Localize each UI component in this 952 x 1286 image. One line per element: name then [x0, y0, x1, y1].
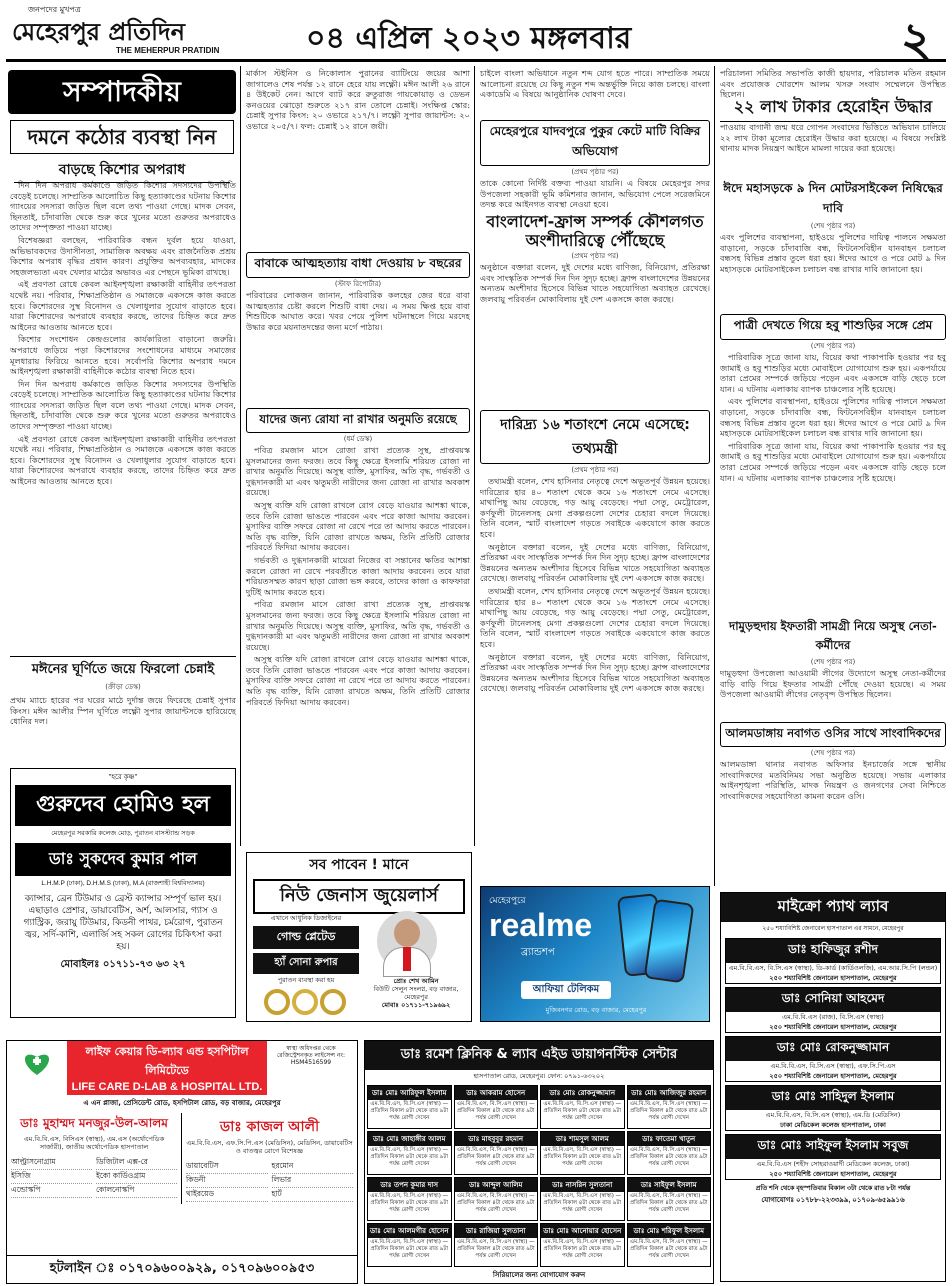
ramesh-doctor-card — [367, 1177, 452, 1221]
fasting-byline: (ধর্ম ডেস্ক) — [343, 435, 373, 443]
jewellery-image — [253, 986, 359, 1016]
soil-body: তাকে কোনো নির্দিষ্ট বক্তব্য পাওয়া যায়নি। এ বিষয়ে মেহেরপুর সদর উপজেলা সহকারী ভূমি কমিশনার জানান, অভিযোগ পেলে সরেজমিনে তদন্ত করে আইনগত ব্যবস্থা নেওয়া হবে। — [480, 178, 710, 210]
micropath-doctor-info: এম.বি.বি.এস (শহীদ সোহরাওয়ার্দী মেডিকেল কলেজ, ঢাকা) — [756, 1160, 910, 1168]
ramesh-doctor-name: ডাঃ নাসরিন সুলতানা — [541, 1178, 624, 1192]
ramesh-doctor-card — [367, 1085, 452, 1129]
ramesh-doctor-name: ডাঃ ফাতেমা খাতুন — [628, 1132, 711, 1146]
poverty-headline: দারিদ্র্য ১৬ শতাংশে নেমে এসেছে: তথ্যমন্ত্রী — [480, 410, 710, 464]
micropath-doctor-name: ডাঃ হাফিজুর রশীদ — [726, 939, 940, 963]
lifecare-ad — [6, 1040, 358, 1284]
micropath-doctor-name: ডাঃ সোনিয়া আহমেদ — [726, 988, 940, 1012]
ramesh-doctor-info: এম.বি.বি.এস, বি.সি.এস (স্বাস্থ্য) — প্রতিদিন বিকাল ৪টা থেকে রাত ৯টা পর্যন্ত রোগী দেখেন — [370, 1193, 449, 1213]
france-body: অনুষ্ঠানে বক্তারা বলেন, দুই দেশের মধ্যে বাণিজ্য, বিনিয়োগ, প্রতিরক্ষা এবং সাংস্কৃতিক সম্পর্ক দিন দিন সুদৃঢ় হচ্ছে। ফ্রান্স বাংলাদেশের উন্নয়নের অন্যতম অংশীদার হিসেবে বিভিন্ন খাতে সহযোগিতা অব্যাহত রেখেছে। জলবায়ু পরিবর্তন মোকাবিলায় দুই দেশ একসঙ্গে কাজ করছে। — [480, 262, 710, 304]
lifecare-service-item: থাইরয়েড — [186, 1189, 268, 1202]
homeo-slogan: "হরে কৃষ্ণ" — [108, 774, 138, 781]
micropath-doctor-info: এম.বি.বি.এস, বি.সি.এস (স্বাস্থ্য), এফ.সি.পি.এস — [770, 1062, 896, 1070]
ramesh-doctor-card — [367, 1223, 452, 1267]
jewellers-item: এখানে আধুনিক ডিজাইনের — [270, 915, 342, 922]
editorial-title: দমনে কঠোর ব্যবস্থা নিন — [10, 120, 234, 154]
lifecare-service-item: লিভার — [272, 1175, 354, 1188]
homeo-hall-ad — [10, 768, 236, 1018]
ramesh-doctor-name: ডাঃ মোঃ আনোয়ার হোসেন — [541, 1224, 624, 1238]
micropath-sub: ২৫০ শয্যাবিশিষ্ট জেনারেল হাসপাতাল এর সামনে, মেহেরপুর — [762, 926, 904, 932]
child-death-story — [246, 252, 470, 402]
jewellers-name: নিউ জেনাস জুয়েলার্স — [253, 879, 465, 914]
jewellers-address: বিউটি সেলুন সংলগ্ন, বড় বাজার, মেহেরপুর — [373, 985, 459, 1001]
ramesh-doctor-card — [627, 1223, 712, 1267]
fasting-paragraph: পবিত্র রমজান মাসে রোজা রাখা প্রত্যেক সুস্থ, প্রাপ্তবয়স্ক মুসলমানের জন্য ফরজ। তবে কিছু ক্ষেত্রে ইসলামি শরিয়ত রোজা না রাখার অনুমতি দিয়েছে। অসুস্থ ব্যক্তি, মুসাফির, অতি বৃদ্ধ, গর্ভবতী ও দুগ্ধদানকারী মা এবং ঋতুমতী নারীদের জন্য রোজা না রাখার অবকাশ রয়েছে। — [246, 599, 470, 652]
micropath-doctor-card — [725, 1134, 941, 1180]
motorcycle-headline: ঈদে মহাসড়কে ৯ দিন মোটরসাইকেল নিষিদ্ধের দাবি — [723, 181, 943, 215]
column-divider — [474, 66, 475, 846]
ramesh-doctor-name: ডাঃ তপন কুমার দাস — [368, 1178, 451, 1192]
tagline: জনপদের মুখপত্র — [28, 5, 81, 14]
homeo-doctor: ডাঃ সুকদেব কুমার পাল — [15, 843, 231, 876]
realme-shop: আফিয়া টেলিকম — [521, 981, 611, 999]
lifecare-name-bn: লাইফ কেয়ার ডি-ল্যাব এন্ড হসপিটাল লিমিটেডে — [67, 1041, 267, 1081]
lifecare-service-item: ইসিজি — [11, 1171, 92, 1184]
mother-in-law-paragraph: পারিবারিক সূত্রে জানা যায়, বিয়ের কথা পাকাপাকি হওয়ার পর হবু জামাই ও হবু শাশুড়ির মধ্যে মোবাইলে যোগাযোগ শুরু হয়। একপর্যায়ে তারা প্রেমের সম্পর্কে জড়িয়ে পড়েন এবং একসঙ্গে বাড়ি ছেড়ে চলে যান। এ ঘটনায় এলাকায় ব্যাপক চাঞ্চল্যের সৃষ্টি হয়েছে। — [720, 352, 946, 394]
micropath-doctor-list — [721, 938, 945, 1180]
homeo-degree: L.H.M.P (ঢাকা), D.H.M.S (ঢাকা), M.A (রাজশাহী বিশ্ববিদ্যালয়) — [41, 880, 205, 887]
lifecare-address: এ এন প্লাজা, প্রেসিডেন্ট রোড, হসপিটাল রোড, বড় বাজার, মেহেরপুর — [83, 1099, 281, 1107]
micropath-lab-ad — [720, 892, 946, 1282]
ramesh-doctor-card — [454, 1085, 539, 1129]
child-death-byline: (স্টাফ রিপোর্টার) — [334, 280, 382, 288]
ramesh-doctor-grid — [365, 1083, 713, 1269]
realme-top: মেহেরপুরে — [489, 896, 526, 906]
ramesh-doctor-info: এম.বি.বি.এস, বি.সি.এস (স্বাস্থ্য) — প্রতিদিন বিকাল ৪টা থেকে রাত ৯টা পর্যন্ত রোগী দেখেন — [629, 1239, 708, 1259]
editorial-banner: সম্পাদকীয় — [8, 70, 236, 114]
ramesh-doctor-info: এম.বি.বি.এস, বি.সি.এস (স্বাস্থ্য) — প্রতিদিন বিকাল ৪টা থেকে রাত ৯টা পর্যন্ত রোগী দেখেন — [456, 1239, 535, 1259]
jewellers-item: পুরাতন ব্যবস্থা করা হয় — [277, 977, 335, 984]
lifecare-service-item: ডিজিটাল এক্স-রে — [96, 1157, 177, 1170]
ramesh-doctor-info: এম.বি.বি.এস, বি.সি.এস (স্বাস্থ্য) — প্রতিদিন বিকাল ৪টা থেকে রাত ৯টা পর্যন্ত রোগী দেখেন — [456, 1147, 535, 1167]
chennai-body: প্রথম ম্যাচে হারের পর ঘরের মাঠে দুর্দান্ত জয়ে ফিরেছে চেন্নাই সুপার কিংস। মঈন আলীর স্পিন ঘূর্ণিতে লক্ষ্ণৌ সুপার জায়ান্টসকে হারিয়েছে ধোনির দল। — [10, 695, 236, 727]
fasting-paragraph: অসুস্থ ব্যক্তি যদি রোজা রাখলে রোগ বেড়ে যাওয়ার আশঙ্কা থাকে, তবে তিনি রোজা ভাঙতে পারবেন এবং পরে কাজা আদায় করবেন। মুসাফির ব্যক্তি সফরে রোজা না রেখে পরে তা আদায় করতে পারবেন। অতি বৃদ্ধ ব্যক্তি, যিনি রোজা রাখতে অক্ষম, তিনি প্রতিটি রোজার পরিবর্তে ফিদিয়া আদায় করবেন। — [246, 499, 470, 553]
lifecare-service-item: কিডনী — [186, 1175, 268, 1188]
mother-in-law-story — [720, 314, 946, 614]
mother-in-law-paragraph: পারিবারিক সূত্রে জানা যায়, বিয়ের কথা পাকাপাকি হওয়ার পর হবু জামাই ও হবু শাশুড়ির মধ্যে মোবাইলে যোগাযোগ শুরু হয়। একপর্যায়ে তারা প্রেমের সম্পর্কে জড়িয়ে পড়েন এবং একসঙ্গে বাড়ি ছেড়ে চলে যান। এ ঘটনায় এলাকায় ব্যাপক চাঞ্চল্যের সৃষ্টি হয়েছে। — [720, 440, 946, 483]
oc-headline: আলমডাঙ্গায় নবাগত ওসির সাথে সাংবাদিকদের — [720, 722, 946, 747]
ramesh-doctor-card — [540, 1177, 625, 1221]
lifecare-service-item: এন্ডোস্কপি — [11, 1185, 92, 1198]
france-headline: বাংলাদেশ-ফ্রান্স সম্পর্ক কৌশলগত অংশীদারিত্বে পৌঁছেছে — [486, 212, 704, 250]
micropath-doctor-name: ডাঃ মোঃ সাহিদুল ইসলাম — [726, 1086, 940, 1110]
iftar-body: দামুড়হুদা উপজেলা আওয়ামী লীগের উদ্যোগে অসুস্থ নেতা-কর্মীদের বাড়ি বাড়ি গিয়ে ইফতার সামগ্রী পৌঁছে দেওয়া হয়েছে। এ সময় উপজেলা আওয়ামী লীগের নেতৃবৃন্দ উপস্থিত ছিলেন। — [720, 668, 946, 700]
jewellers-owner: প্রোঃ শেখ আমিন — [393, 977, 439, 985]
micropath-doctor-card — [725, 1085, 941, 1131]
ramesh-doctor-card — [540, 1223, 625, 1267]
micropath-doctor-hospital: ২৫০ শয্যাবিশিষ্ট জেনারেল হাসপাতাল, মেহেরপুর — [769, 974, 897, 982]
ramesh-doctor-card — [627, 1177, 712, 1221]
motorcycle-byline: (শেষ পৃষ্ঠার পর) — [810, 222, 856, 230]
lifecare-doctor1: ডাঃ মুহাম্মদ মনজুর-উল-আলম — [20, 1116, 168, 1130]
micropath-doctor-hospital: ২৫০ শয্যাবিশিষ্ট জেনারেল হাসপাতাল, মেহেরপুর — [769, 1170, 897, 1178]
ramesh-name: ডাঃ রমেশ ক্লিনিক & ল্যাব এইড ডায়াগনস্টিক সেন্টার — [365, 1041, 713, 1070]
ramesh-doctor-name: ডাঃ সাইফুল ইসলাম — [628, 1178, 711, 1192]
heroin-story — [720, 94, 946, 176]
lifecare-doctor2-info: এম.বি.বি.এস, এফ.সি.পি.এস (মেডিসিন), মেডিসিন, ডায়াবেটিস ও বাতজ্বর রোগে বিশেষজ্ঞ — [186, 1139, 353, 1155]
ramesh-doctor-card — [454, 1131, 539, 1175]
micropath-phone: যোগাযোগঃ ০১৭৮৮-২২৩৩৯৯, ০১৭০৯-৬৫৯৯১৬ — [761, 1197, 905, 1204]
ramesh-doctor-name: ডাঃ শামসুল আলম — [541, 1132, 624, 1146]
poverty-paragraph: তথ্যমন্ত্রী বলেন, শেখ হাসিনার নেতৃত্বে দেশে অভূতপূর্ব উন্নয়ন হয়েছে। দারিদ্র্যের হার ৪০ শতাংশ থেকে কমে ১৬ শতাংশে নেমে এসেছে। মাথাপিছু আয় বেড়েছে, গড় আয়ু বেড়েছে। পদ্মা সেতু, মেট্রোরেল, কর্ণফুলী টানেলসহ মেগা প্রকল্পগুলো দেশের চেহারা বদলে দিয়েছে। তিনি বলেন, স্মার্ট বাংলাদেশ গড়তে সবাইকে একযোগে কাজ করতে হবে। — [480, 476, 710, 539]
lifecare-doctor1-info: এম.বি.বি.এস, বিসিএস (স্বাস্থ্য), এম.এস (অর্থোপেডিক সার্জারী), জাতীয় অর্থোপেডিক হাসপাতাল — [23, 1135, 165, 1151]
ramesh-doctor-card — [627, 1131, 712, 1175]
issue-date: ০৪ এপ্রিল ২০২৩ মঙ্গলবার — [306, 21, 632, 56]
lifecare-services-list — [186, 1161, 353, 1202]
poverty-paragraph: অনুষ্ঠানে বক্তারা বলেন, দুই দেশের মধ্যে বাণিজ্য, বিনিয়োগ, প্রতিরক্ষা এবং সাংস্কৃতিক সম্পর্ক দিন দিন সুদৃঢ় হচ্ছে। ফ্রান্স বাংলাদেশের উন্নয়নের অন্যতম অংশীদার হিসেবে বিভিন্ন খাতে সহযোগিতা অব্যাহত রেখেছে। জলবায়ু পরিবর্তন মোকাবিলায় দুই দেশ একসঙ্গে কাজ করছে। — [480, 651, 710, 694]
ramesh-doctor-info: এম.বি.বি.এস, বি.সি.এস (স্বাস্থ্য) — প্রতিদিন বিকাল ৪টা থেকে রাত ৯টা পর্যন্ত রোগী দেখেন — [370, 1239, 449, 1259]
micropath-doctor-info: এম.বি.বি.এস, বি.সি.এস (স্বাস্থ্য), এম.ডি (মেডিসিন) — [765, 1111, 901, 1119]
ramesh-doctor-info: এম.বি.বি.এস, বি.সি.এস (স্বাস্থ্য) — প্রতিদিন বিকাল ৪টা থেকে রাত ৯টা পর্যন্ত রোগী দেখেন — [629, 1193, 708, 1213]
ramesh-doctor-card — [627, 1085, 712, 1129]
ramesh-doctor-name: ডাঃ মোঃ রোকনুজ্জামান — [541, 1086, 624, 1100]
realme-logo: realme — [489, 907, 593, 943]
ramesh-doctor-info: এম.বি.বি.এস, বি.সি.এস (স্বাস্থ্য) — প্রতিদিন বিকাল ৪টা থেকে রাত ৯টা পর্যন্ত রোগী দেখেন — [456, 1193, 535, 1213]
editorial-subtitle: বাড়ছে কিশোর অপরাধ — [14, 158, 230, 183]
soil-headline: মেহেরপুরে যাদবপুরে পুকুর কেটে মাটি বিক্রির অভিযোগ — [480, 120, 710, 166]
homeo-services: ক্যান্সার, ব্রেন টিউমার ও ব্রেস্ট ক্যান্সার সম্পূর্ণ ভাল হয়। এছাড়াও প্রেশার, ডায়াবেটিস, অর্শ, আলসার, গ্যাস ও গ্যাস্ট্রিক, জরায়ু টিউমার, কিডনী পাথর, চর্মরোগ, পুরাতন জ্বর, সর্দি-কাশি, এলার্জি সহ সকল রোগের চিকিৎসা করা হয়। — [23, 894, 223, 952]
ramesh-clinic-ad — [364, 1040, 714, 1284]
editorial-paragraph: কিশোর সংশোধন কেন্দ্রগুলোর কার্যকারিতা বাড়ানো জরুরি। অপরাধে জড়িয়ে পড়া কিশোরদের সংশোধনের মাধ্যমে সমাজের মূলধারায় ফিরিয়ে আনতে হবে। সর্বোপরি কিশোর অপরাধ দমনে আইনশৃঙ্খলা রক্ষাকারী বাহিনীকে কঠোর ব্যবস্থা নিতে হবে। — [10, 334, 236, 377]
france-byline: (প্রথম পৃষ্ঠার পর) — [571, 252, 619, 260]
lifecare-doctor2: ডাঃ কাজল আলী — [219, 1119, 320, 1135]
jewellers-item: গোল্ড প্লেটেড — [253, 926, 359, 949]
child-death-headline: বাবাকে আত্মহত্যায় বাধা দেওয়ায় ৮ বছরের — [246, 252, 470, 278]
col2-top-text: মার্কাস স্টইনিস ও নিকোলাস পুরানের ব্যাটিংয়ে জয়ের আশা জাগালেও শেষ পর্যন্ত ১২ রানে হেরে যায় লক্ষ্ণৌ। মঈন আলী ২৬ রানে ৪ উইকেট নেন। আগে ব্যাট করে রুতুরাজ গায়কোয়াড় ও ডেভন কনওয়ের ঝোড়ো শুরুতে ২১৭ রান তোলে চেন্নাই। সংক্ষিপ্ত স্কোর: চেন্নাই সুপার কিংস: ২০ ওভারে ২১৭/৭। লক্ষ্ণৌ সুপার জায়ান্টস: ২০ ওভারে ২০৫/৭। ফল: চেন্নাই ১২ রানে জয়ী। — [246, 68, 470, 131]
micropath-doctor-name: ডাঃ মোঃ সাইফুল ইসলাম সবুজ — [726, 1135, 940, 1159]
ramesh-doctor-info: এম.বি.বি.এস, বি.সি.এস (স্বাস্থ্য) — প্রতিদিন বিকাল ৪টা থেকে রাত ৯টা পর্যন্ত রোগী দেখেন — [543, 1239, 622, 1259]
fasting-headline: যাদের জন্য রোযা না রাখার অনুমতি রয়েছে — [246, 408, 470, 433]
lifecare-service-item: ইকো কার্ডিওগ্রাম — [96, 1171, 177, 1184]
lifecare-logo — [13, 1045, 61, 1081]
fasting-story — [246, 408, 470, 848]
micropath-name: মাইক্রো প্যাথ ল্যাব — [721, 893, 945, 922]
motorcycle-story — [720, 180, 946, 310]
motorcycle-body: এবং পুলিশের ব্যবস্থাপনা, হাইওয়ে পুলিশের দায়িত্ব পালনে সক্ষমতা বাড়ানো, সড়কে চাঁদাবাজি বন্ধ, ফিটনেসবিহীন যানবাহন চলাচল বন্ধসহ বিভিন্ন প্রস্তাব তুলে ধরা হয়। ঈদের আগে ও পরে মোট ৯ দিন মহাসড়কে মোটরসাইকেল চলাচল বন্ধ রাখার দাবি জানানো হয়। — [720, 232, 946, 274]
editorial-paragraph: দিন দিন অপরাধ কর্মকাণ্ডে জড়িত কিশোর সদস্যদের উপস্থিতি বেড়েই চলেছে। সাম্প্রতিক আলোচিত কিছু হত্যাকাণ্ডের ঘটনায় কিশোর গ্যাংয়ের সদস্যরা জড়িত ছিল বলে তথ্য পাওয়া গেছে। মাদক সেবন, ছিনতাই, চাঁদাবাজি থেকে শুরু করে খুনের মতো গুরুতর অপরাধেও তাদের সম্পৃক্ততা পাওয়া যাচ্ছে। — [10, 180, 236, 233]
ramesh-doctor-card — [540, 1131, 625, 1175]
jewellers-phone: মোবাঃ ০১৭১১-৭১৯৬৯২ — [381, 1001, 451, 1009]
fasting-paragraph: গর্ভবতী ও দুগ্ধদানকারী মায়েরা নিজের বা সন্তানের ক্ষতির আশঙ্কা করলে রোজা না রেখে পরবর্তীতে কাজা আদায় করবেন। তবে যারা শরিয়তসম্মত কারণ ছাড়া রোজা ভঙ্গ করবে, তাদের কাজা ও কাফফারা দুটিই আদায় করতে হবে। — [246, 554, 470, 597]
column-divider — [714, 66, 715, 886]
ramesh-doctor-info: এম.বি.বি.এস, বি.সি.এস (স্বাস্থ্য) — প্রতিদিন বিকাল ৪টা থেকে রাত ৯টা পর্যন্ত রোগী দেখেন — [629, 1147, 708, 1167]
mother-in-law-paragraph: এবং পুলিশের ব্যবস্থাপনা, হাইওয়ে পুলিশের দায়িত্ব পালনে সক্ষমতা বাড়ানো, সড়কে চাঁদাবাজি বন্ধ, ফিটনেসবিহীন যানবাহন চলাচল বন্ধসহ বিভিন্ন প্রস্তাব তুলে ধরা হয়। ঈদের আগে ও পরে মোট ৯ দিন মহাসড়কে মোটরসাইকেল চলাচল বন্ধ রাখার দাবি জানানো হয়। — [720, 396, 946, 439]
chennai-byline: (ক্রীড়া ডেস্ক) — [105, 683, 141, 691]
lifecare-name-en: LIFE CARE D-LAB & HOSPITAL LTD. — [67, 1081, 267, 1095]
ramesh-doctor-info: এম.বি.বি.এস, বি.সি.এস (স্বাস্থ্য) — প্রতিদিন বিকাল ৪টা থেকে রাত ৯টা পর্যন্ত রোগী দেখেন — [370, 1101, 449, 1121]
ramesh-doctor-name: ডাঃ মোঃ আলমগীর হোসেন — [368, 1224, 451, 1238]
micropath-doctor-hospital: ২৫০ শয্যাবিশিষ্ট জেনারেল হাসপাতাল, মেহেরপুর — [769, 1072, 897, 1080]
col3-top-text: চাইলে বাংলা অভিধানে নতুন শব্দ যোগ হতে পারে। সাম্প্রতিক সময়ে আলোচনা রয়েছে যে কিছু নতুন শব্দ অন্তর্ভুক্তি নিয়ে কাজ চলছে। বাংলা একাডেমি এ বিষয়ে আনুষ্ঠানিক ঘোষণা দেবে। — [480, 68, 710, 100]
poverty-paragraph: অনুষ্ঠানে বক্তারা বলেন, দুই দেশের মধ্যে বাণিজ্য, বিনিয়োগ, প্রতিরক্ষা এবং সাংস্কৃতিক সম্পর্ক দিন দিন সুদৃঢ় হচ্ছে। ফ্রান্স বাংলাদেশের উন্নয়নের অন্যতম অংশীদার হিসেবে বিভিন্ন খাতে সহযোগিতা অব্যাহত রেখেছে। জলবায়ু পরিবর্তন মোকাবিলায় দুই দেশ একসঙ্গে কাজ করছে। — [480, 541, 710, 584]
editorial-paragraph: দিন দিন অপরাধ কর্মকাণ্ডে জড়িত কিশোর সদস্যদের উপস্থিতি বেড়েই চলেছে। সাম্প্রতিক আলোচিত কিছু হত্যাকাণ্ডের ঘটনায় কিশোর গ্যাংয়ের সদস্যরা জড়িত ছিল বলে তথ্য পাওয়া গেছে। মাদক সেবন, ছিনতাই, চাঁদাবাজি থেকে শুরু করে খুনের মতো গুরুতর অপরাধেও তাদের সম্পৃক্ততা পাওয়া যাচ্ছে। — [10, 378, 236, 432]
jewellers-ad — [246, 852, 472, 1022]
micropath-doctor-info: এম.বি.বি.এস (রাজ), বি.সি.এস (স্বাস্থ্য) — [782, 1013, 884, 1021]
ramesh-doctor-info: এম.বি.বি.এস, বি.সি.এস (স্বাস্থ্য) — প্রতিদিন বিকাল ৪টা থেকে রাত ৯টা পর্যন্ত রোগী দেখেন — [543, 1193, 622, 1213]
ramesh-doctor-info: এম.বি.বি.এস, বি.সি.এস (স্বাস্থ্য) — প্রতিদিন বিকাল ৪টা থেকে রাত ৯টা পর্যন্ত রোগী দেখেন — [456, 1101, 535, 1121]
micropath-doctor-card — [725, 1036, 941, 1082]
france-story — [480, 212, 710, 402]
ramesh-doctor-name: ডাঃ মাহবুবুর রহমান — [455, 1132, 538, 1146]
ramesh-address: হাসপাতাল রোড, মেহেরপুর। ফোন: ০৭৯১-৬৩২০২ — [473, 1073, 605, 1080]
oc-story — [720, 722, 946, 882]
realme-sub: ব্র্যান্ডশপ — [521, 947, 555, 958]
lifecare-service-item: হরমোন — [272, 1161, 354, 1174]
editorial-paragraph: এই প্রবণতা রোধে কেবল আইনশৃঙ্খলা রক্ষাকারী বাহিনীর তৎপরতা যথেষ্ট নয়। পরিবার, শিক্ষাপ্রতিষ্ঠান ও সমাজকে একসঙ্গে কাজ করতে হবে। কিশোরদের সুস্থ বিনোদন ও খেলাধুলার সুযোগ বাড়াতে হবে। যারা কিশোরদের অপরাধে ব্যবহার করছে, তাদের চিহ্নিত করে দ্রুত আইনের আওতায় আনতে হবে। — [10, 433, 236, 487]
ramesh-doctor-info: এম.বি.বি.এস, বি.সি.এস (স্বাস্থ্য) — প্রতিদিন বিকাল ৪টা থেকে রাত ৯টা পর্যন্ত রোগী দেখেন — [370, 1147, 449, 1167]
homeo-address: মেহেরপুর সরকারি কলেজ মোড়, পুরাতন বাসস্ট্যান্ড সড়ক — [51, 830, 195, 837]
chennai-story — [10, 656, 236, 756]
lifecare-services-list — [11, 1157, 177, 1198]
micropath-doctor-name: ডাঃ মোঃ রোকনুজ্জামান — [726, 1037, 940, 1061]
ramesh-doctor-name: ডাঃ মোঃ জাহাঙ্গীর আলম — [368, 1132, 451, 1146]
ramesh-doctor-name: ডাঃ আকরাম হোসেন — [455, 1086, 538, 1100]
homeo-name: গুরুদেব হোমিও হল — [15, 785, 231, 826]
micropath-doctor-card — [725, 938, 941, 984]
ramesh-doctor-name: ডাঃ মোঃ আরিফুল ইসলাম — [368, 1086, 451, 1100]
micropath-footer: প্রতি শনি থেকে বৃহস্পতিবার বিকাল ৩টা থেকে রাত ৮টা পর্যন্ত — [755, 1185, 911, 1192]
ramesh-doctor-card — [454, 1177, 539, 1221]
micropath-doctor-info: এম.বি.বি.এস, বি.সি.এস (স্বাস্থ্য), ডি-কার্ড (কার্ডিওলজি), এম.আর.সি.পি (লন্ডন) — [728, 964, 938, 972]
heroin-body: পাওয়ায় বাগানী জন্ম ধরে গোপন সংবাদের ভিত্তিতে অভিযান চালিয়ে ২২ লাখ টাকা মূল্যের হেরোইন উদ্ধার করা হয়েছে। এ বিষয়ে সংশ্লিষ্ট থানায় মাদক নিয়ন্ত্রণ আইনে মামলা দায়ের করা হয়েছে। — [720, 122, 946, 154]
fasting-paragraph: অসুস্থ ব্যক্তি যদি রোজা রাখলে রোগ বেড়ে যাওয়ার আশঙ্কা থাকে, তবে তিনি রোজা ভাঙতে পারবেন এবং পরে কাজা আদায় করবেন। মুসাফির ব্যক্তি সফরে রোজা না রেখে পরে তা আদায় করতে পারবেন। অতি বৃদ্ধ ব্যক্তি, যিনি রোজা রাখতে অক্ষম, তিনি প্রতিটি রোজার পরিবর্তে ফিদিয়া আদায় করবেন। — [246, 654, 470, 707]
jewellers-item: হ্যাঁ সোনা রুপার — [253, 953, 359, 974]
micropath-doctor-card — [725, 987, 941, 1033]
lifecare-hotline: হটলাইন ঃ ০১৭০৯৬০০৯২৯, ০১৭০৯৬০০৯৫৩ — [7, 1255, 357, 1283]
poverty-story — [480, 410, 710, 850]
owner-photo — [377, 911, 437, 971]
heroin-headline: ২২ লাখ টাকার হেরোইন উদ্ধার — [720, 94, 946, 122]
mother-in-law-byline: (শেষ পৃষ্ঠার পর) — [810, 342, 856, 350]
ramesh-doctor-name: ডাঃ মোঃ শরিফুল ইসলাম — [628, 1224, 711, 1238]
ramesh-doctor-name: ডাঃ মোঃ আজিজুর রহমান — [628, 1086, 711, 1100]
chennai-headline: মঈনের ঘূর্ণিতে জয়ে ফিরলো চেন্নাই — [31, 662, 215, 677]
newspaper-logo-en: THE MEHERPUR PRATIDIN — [116, 46, 220, 55]
jewellers-top: সব পাবেন ! মানে — [309, 857, 409, 873]
editorial-paragraph: এই প্রবণতা রোধে কেবল আইনশৃঙ্খলা রক্ষাকারী বাহিনীর তৎপরতা যথেষ্ট নয়। পরিবার, শিক্ষাপ্রতিষ্ঠান ও সমাজকে একসঙ্গে কাজ করতে হবে। কিশোরদের সুস্থ বিনোদন ও খেলাধুলার সুযোগ বাড়াতে হবে। যারা কিশোরদের অপরাধে ব্যবহার করছে, তাদের চিহ্নিত করে দ্রুত আইনের আওতায় আনতে হবে। — [10, 279, 236, 332]
lifecare-service-item: কোলনোস্কপি — [96, 1185, 177, 1198]
masthead — [6, 4, 946, 68]
lifecare-service-item: ডায়াবেটিস — [186, 1161, 268, 1174]
iftar-headline: দামুড়হুদায় ইফতারী সামগ্রী নিয়ে অসুস্থ নেতা-কর্মীদের — [729, 619, 937, 652]
realme-ad — [480, 886, 710, 1022]
ramesh-doctor-name: ডাঃ আব্দুল আলিম — [455, 1178, 538, 1192]
ramesh-doctor-info: এম.বি.বি.এস, বি.সি.এস (স্বাস্থ্য) — প্রতিদিন বিকাল ৪টা থেকে রাত ৯টা পর্যন্ত রোগী দেখেন — [543, 1101, 622, 1121]
poverty-paragraph: তথ্যমন্ত্রী বলেন, শেখ হাসিনার নেতৃত্বে দেশে অভূতপূর্ব উন্নয়ন হয়েছে। দারিদ্র্যের হার ৪০ শতাংশ থেকে কমে ১৬ শতাংশে নেমে এসেছে। মাথাপিছু আয় বেড়েছে, গড় আয়ু বেড়েছে। পদ্মা সেতু, মেট্রোরেল, কর্ণফুলী টানেলসহ মেগা প্রকল্পগুলো দেশের চেহারা বদলে দিয়েছে। তিনি বলেন, স্মার্ট বাংলাদেশ গড়তে সবাইকে একযোগে কাজ করতে হবে। — [480, 585, 710, 649]
lifecare-service-item: আল্ট্রাসনোগ্রাম — [11, 1157, 92, 1170]
column-divider — [240, 66, 241, 846]
page-number: ২ — [900, 12, 932, 68]
realme-address: মুজিবনগর রোড, বড় বাজার, মেহেরপুর — [545, 1006, 647, 1014]
micropath-doctor-hospital: ২৫০ শয্যাবিশিষ্ট জেনারেল হাসপাতাল, মেহেরপুর — [769, 1023, 897, 1031]
ramesh-doctor-info: এম.বি.বি.এস, বি.সি.এস (স্বাস্থ্য) — প্রতিদিন বিকাল ৪টা থেকে রাত ৯টা পর্যন্ত রোগী দেখেন — [629, 1101, 708, 1121]
oc-body: আলমডাঙ্গা থানার নবাগত অফিসার ইনচার্জের সঙ্গে স্থানীয় সাংবাদিকদের মতবিনিময় সভা অনুষ্ঠিত হয়েছে। সভায় এলাকার আইনশৃঙ্খলা পরিস্থিতি, মাদক নিয়ন্ত্রণ ও জনগণের সেবা নিশ্চিতে সাংবাদিকদের সহযোগিতা কামনা করেন ওসি। — [720, 759, 946, 801]
iftar-byline: (শেষ পৃষ্ঠার পর) — [810, 658, 856, 666]
editorial-body — [10, 180, 236, 652]
ramesh-footer: সিরিয়ালের জন্য যোগাযোগ করুন — [492, 1272, 586, 1279]
homeo-phone: মোবাইলঃ ০১৭১১-৭৩ ৬৩ ২৭ — [60, 959, 186, 970]
mother-in-law-headline: পাত্রী দেখতে গিয়ে হবু শাশুড়ির সঙ্গে প্রেম — [720, 314, 946, 340]
ramesh-doctor-card — [540, 1085, 625, 1129]
newspaper-logo: মেহেরপুর প্রতিদিন — [12, 18, 185, 46]
child-death-body: পরিবারের লোকজন জানান, পারিবারিক কলহের জের ধরে বাবা আত্মহত্যার চেষ্টা করলে শিশুটি বাধা দেয়। এ সময় ক্ষিপ্ত হয়ে বাবা শিশুটিকে আঘাত করে। খবর পেয়ে পুলিশ ঘটনাস্থলে গিয়ে মরদেহ উদ্ধার করে ময়নাতদন্তের জন্য মর্গে পাঠায়। — [246, 290, 470, 332]
soil-story — [480, 120, 710, 210]
oc-byline: (শেষ পৃষ্ঠার পর) — [810, 749, 856, 757]
poverty-byline: (প্রথম পৃষ্ঠার পর) — [571, 466, 619, 474]
ramesh-doctor-name: ডাঃ রাজিয়া সুলতানা — [455, 1224, 538, 1238]
ramesh-doctor-card — [454, 1223, 539, 1267]
soil-byline: (প্রথম পৃষ্ঠার পর) — [571, 168, 619, 176]
lifecare-service-item: হার্ট — [272, 1189, 354, 1202]
editorial-paragraph: বিশেষজ্ঞরা বলছেন, পারিবারিক বন্ধন দুর্বল হয়ে যাওয়া, অভিভাবকদের উদাসীনতা, সামাজিক অবক্ষয় এবং রাজনৈতিক প্রশ্রয় কিশোর অপরাধ বৃদ্ধির প্রধান কারণ। প্রযুক্তির অপব্যবহার, মাদকের সহজলভ্যতা এবং খেলার মাঠের অভাবও এর পেছনে ভূমিকা রাখছে। — [10, 234, 236, 277]
fasting-paragraph: পবিত্র রমজান মাসে রোজা রাখা প্রত্যেক সুস্থ, প্রাপ্তবয়স্ক মুসলমানের জন্য ফরজ। তবে কিছু ক্ষেত্রে ইসলামি শরিয়ত রোজা না রাখার অনুমতি দিয়েছে। অসুস্থ ব্যক্তি, মুসাফির, অতি বৃদ্ধ, গর্ভবতী ও দুগ্ধদানকারী মা এবং ঋতুমতী নারীদের জন্য রোজা না রাখার অবকাশ রয়েছে। — [246, 445, 470, 498]
iftar-story — [720, 618, 946, 718]
lifecare-license: স্বাস্থ্য অধিদপ্তর থেকে রেজিস্ট্রেশনকৃত লাইসেন্স নং: HSM4516599 — [276, 1045, 346, 1066]
col4-top-text: পরিচালনা সমিতির সভাপতি কাজী হায়দার, পরিচালক মতিন রহমান এবং প্রযোজক খোরশেদ আলম খসরু সংবাদ সম্মেলনে উপস্থিত ছিলেন। — [720, 68, 946, 100]
micropath-doctor-hospital: ঢাকা মেডিকেল কলেজ হাসপাতাল, ঢাকা — [780, 1121, 886, 1129]
ramesh-doctor-info: এম.বি.বি.এস, বি.সি.এস (স্বাস্থ্য) — প্রতিদিন বিকাল ৪টা থেকে রাত ৯টা পর্যন্ত রোগী দেখেন — [543, 1147, 622, 1167]
ramesh-doctor-card — [367, 1131, 452, 1175]
